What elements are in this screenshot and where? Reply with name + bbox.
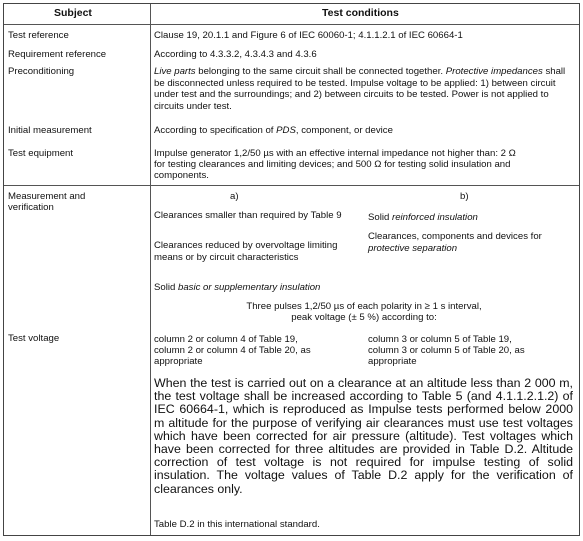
- test-reference-label: Test reference: [8, 30, 69, 41]
- test-equipment-line1: Impulse generator 1,2/50 µs with an effective internal impedance not higher than: 2 Ω: [154, 148, 516, 159]
- measurement-verification-label-1: Measurement and: [8, 191, 86, 202]
- pulses-line-1: Three pulses 1,2/50 µs of each polarity in ≥ 1 s interval,: [246, 301, 482, 312]
- test-reference-value: Clause 19, 20.1.1 and Figure 6 of IEC 60060-1; 4.1.1.2.1 of IEC 60664-1: [154, 30, 463, 41]
- test-voltage-label: Test voltage: [8, 333, 60, 344]
- column-divider: [150, 4, 151, 535]
- col-b-item-1: Solid reinforced insulation: [368, 212, 478, 223]
- col-a-item-2: Clearances reduced by overvoltage limiting means or by circuit characteristics: [154, 240, 338, 263]
- test-voltage-b-line1: column 3 or column 5 of Table 19,: [368, 334, 512, 345]
- preconditioning-label: Preconditioning: [8, 66, 75, 77]
- test-voltage-a-line3: appropriate: [154, 356, 203, 367]
- preconditioning-text: Live parts belonging to the same circuit shall be connected together. Protective impedances shall be disconnected unless required to be tested. Impulse voltage to be applied: 1) between circuit under test and the surroundings; and 2) between circuits to be tested. Power is not applied to circuits under test.: [154, 66, 566, 112]
- row-divider: [4, 185, 579, 186]
- col-a-item-1: Clearances smaller than required by Table 9: [154, 210, 342, 221]
- header-subject: Subject: [54, 7, 92, 19]
- test-voltage-b-line2: column 3 or column 5 of Table 20, as: [368, 345, 525, 356]
- test-voltage-footer: Table D.2 in this international standard.: [154, 519, 320, 530]
- measurement-verification-label-2: verification: [8, 202, 54, 213]
- test-conditions-table: [3, 3, 580, 536]
- row-divider: [4, 24, 579, 25]
- test-voltage-b-line3: appropriate: [368, 356, 417, 367]
- column-b-label: b): [460, 191, 469, 202]
- altitude-correction-note: When the test is carried out on a clearance at an altitude less than 2 000 m, the test voltage shall be increased according to Table 5 (and 4.1.1.2.1.2) of IEC 60664-1, which is reproduced as Impulse tests performed below 2000 m altitude for the purpose of verifying air clearances must use test voltages which have been corrected for air pressure (altitude). Test voltages which have been corrected for three altitudes are provided in Table D.2. Altitude correction of test voltage is not required for impulse testing of solid insulation. The voltage values of Table D.2 apply for the verification of clearances only.: [154, 376, 573, 496]
- test-voltage-a-line1: column 2 or column 4 of Table 19,: [154, 334, 298, 345]
- header-test-conditions: Test conditions: [322, 7, 399, 19]
- column-a-label: a): [230, 191, 239, 202]
- test-equipment-label: Test equipment: [8, 148, 74, 159]
- test-equipment-line3: components.: [154, 170, 209, 181]
- col-b-item-2: Clearances, components and devices for protective separation: [368, 231, 542, 254]
- test-voltage-a-line2: column 2 or column 4 of Table 20, as: [154, 345, 311, 356]
- requirement-reference-label: Requirement reference: [8, 49, 107, 60]
- initial-measurement-value: According to specification of PDS, component, or device: [154, 125, 393, 136]
- test-equipment-line2: for testing clearances and limiting devices; and 500 Ω for testing solid insulation and: [154, 159, 511, 170]
- requirement-reference-value: According to 4.3.3.2, 4.3.4.3 and 4.3.6: [154, 49, 317, 60]
- pulses-line-2: peak voltage (± 5 %) according to:: [291, 312, 437, 323]
- col-a-item-3: Solid basic or supplementary insulation: [154, 282, 321, 293]
- initial-measurement-label: Initial measurement: [8, 125, 92, 136]
